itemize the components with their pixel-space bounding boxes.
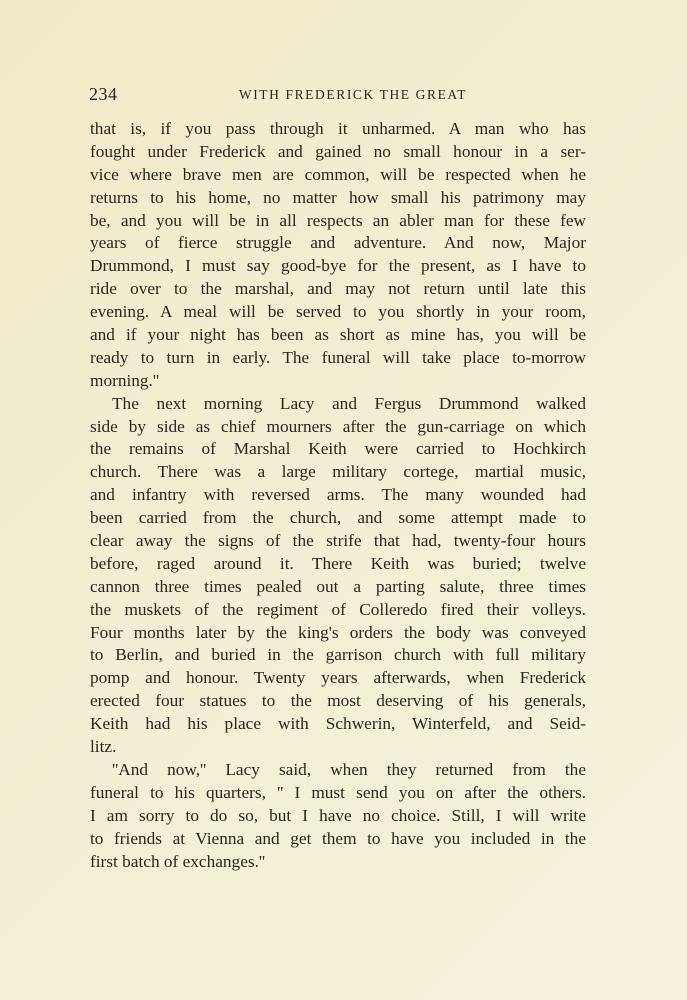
text-line: ''And now,'' Lacy said, when they returned from the [112,759,586,779]
text-line: clear away the signs of the strife that had, twenty-four hours [90,531,586,551]
body-text [90,118,586,873]
text-line: ready to turn in early. The funeral will take place to-morrow [90,347,586,367]
text-line: be, and you will be in all respects an abler man for these few [90,210,586,230]
text-line: The next morning Lacy and Fergus Drummond walked [112,393,586,413]
text-line: Drummond, I must say good-bye for the present, as I have to [90,256,586,276]
text-line: pomp and honour. Twenty years afterwards, when Frederick [90,668,586,688]
text-line: Four months later by the king's orders the body was conveyed [90,622,586,642]
text-line: before, raged around it. There Keith was buried; twelve [90,553,586,573]
page-number: 234 [89,84,118,104]
text-line: to Berlin, and buried in the garrison church with full military [90,645,586,665]
text-line: and if your night has been as short as mine has, you will be [90,325,586,345]
text-line: vice where brave men are common, will be respected when he [90,164,586,184]
text-line: litz. [90,737,117,757]
text-line: returns to his home, no matter how small his patrimony may [90,187,586,207]
text-line: been carried from the church, and some attempt made to [90,508,586,528]
text-line: cannon three times pealed out a parting salute, three times [90,576,586,596]
text-line: that is, if you pass through it unharmed. A man who has [90,119,586,138]
text-line: fought under Frederick and gained no small honour in a ser- [90,141,586,161]
text-line: funeral to his quarters, '' I must send you on after the others. [90,782,586,802]
text-line: side by side as chief mourners after the gun-carriage on which [90,416,586,436]
text-line: erected four statues to the most deserving of his generals, [90,691,586,711]
text-line: Keith had his place with Schwerin, Winterfeld, and Seid- [90,714,586,734]
running-head: WITH FREDERICK THE GREAT [238,87,468,102]
text-line: evening. A meal will be served to you shortly in your room, [90,302,586,322]
text-line: morning.'' [90,370,160,390]
text-line: I am sorry to do so, but I have no choice. Still, I will write [90,805,586,825]
page-header [89,84,587,108]
text-line: ride over to the marshal, and may not return until late this [90,279,586,299]
text-line: and infantry with reversed arms. The many wounded had [90,485,586,505]
text-line: the remains of Marshal Keith were carried to Hochkirch [90,439,586,459]
text-line: the muskets of the regiment of Colleredo fired their volleys. [90,599,586,619]
text-line: to friends at Vienna and get them to have you included in the [90,828,586,848]
text-line: years of fierce struggle and adventure. And now, Major [90,233,586,253]
text-line: church. There was a large military cortege, martial music, [90,462,586,482]
text-line: first batch of exchanges.'' [90,851,266,871]
